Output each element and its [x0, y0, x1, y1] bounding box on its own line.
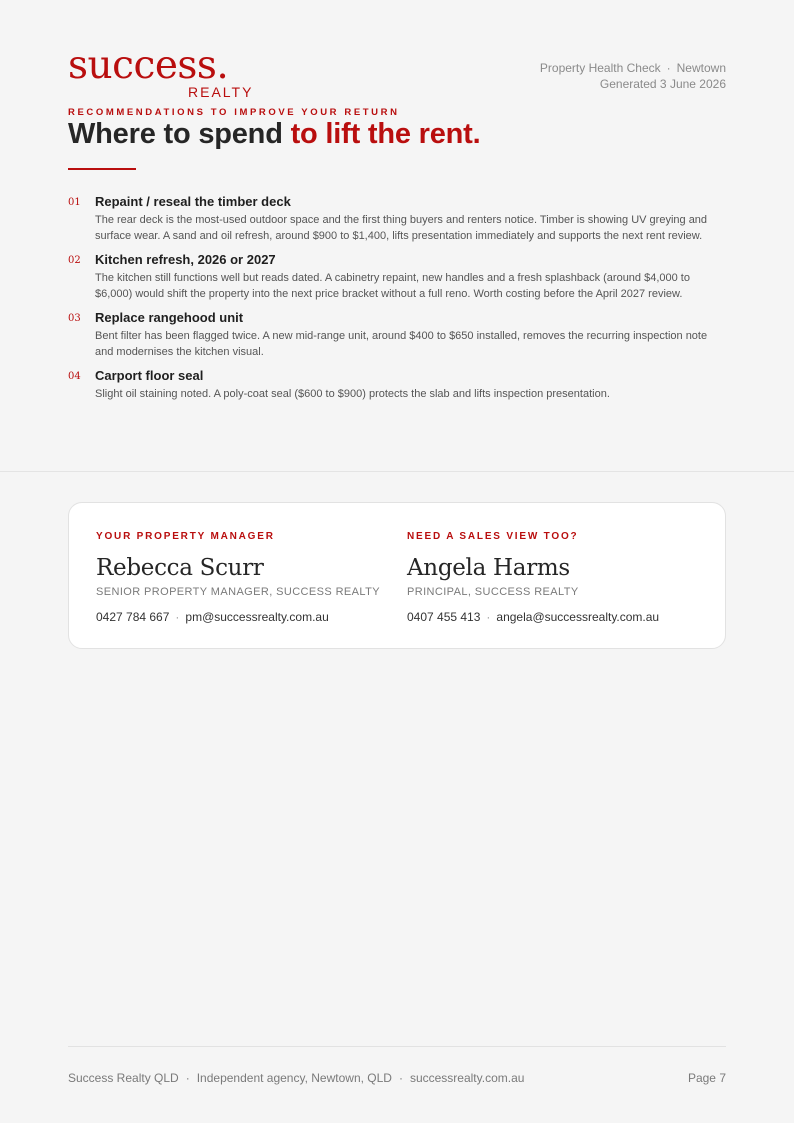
title-underline	[68, 168, 136, 170]
page-title	[68, 115, 481, 153]
contact-phone[interactable]: 0427 784 667	[96, 610, 170, 624]
contact-details	[96, 610, 396, 624]
recommendation-title: Carport floor seal	[95, 368, 204, 383]
contact-label: YOUR PROPERTY MANAGER	[96, 531, 275, 542]
contact-email[interactable]: pm@successrealty.com.au	[185, 610, 329, 624]
recommendations-list	[68, 194, 726, 411]
property-manager-contact	[96, 531, 396, 624]
footer	[68, 1071, 524, 1085]
contact-separator: ·	[175, 610, 180, 624]
recommendation-number: 04	[68, 371, 81, 382]
recommendation-body: The kitchen still functions well but reads dated. A cabinetry repaint, new handles and a fresh splashback (around $4,000 to $6,000) would shift the property into the next price bracket without a full reno. Worth costing before the April 2027 review.	[95, 272, 690, 300]
report-meta-line	[540, 60, 726, 76]
recommendation-body: The rear deck is the most-used outdoor space and the first thing buyers and renters notice. Timber is showing UV greying and surface wear. A sand and oil refresh, around $900 to $1,400, lifts presentation immediately and supports the next rent review.	[95, 214, 708, 242]
recommendation-number: 03	[68, 313, 81, 324]
page-number: Page 7	[687, 1071, 726, 1085]
title-accent: to lift the rent.	[290, 118, 481, 150]
contact-label: NEED A SALES VIEW TOO?	[407, 531, 579, 542]
recommendation-body: Slight oil staining noted. A poly-coat seal ($600 to $900) protects the slab and lifts inspection presentation.	[95, 388, 610, 400]
footer-website-link[interactable]: successrealty.com.au	[409, 1071, 525, 1085]
brand-logo	[68, 43, 258, 100]
meta-separator: ·	[666, 61, 671, 75]
contact-separator: ·	[486, 610, 491, 624]
footer-company: Success Realty QLD	[68, 1071, 179, 1085]
contact-details	[407, 610, 707, 624]
recommendation-item	[68, 194, 726, 244]
section-eyebrow: RECOMMENDATIONS TO IMPROVE YOUR RETURN	[68, 107, 400, 118]
title-main: Where to spend	[68, 118, 291, 150]
report-suburb: Newtown	[676, 61, 726, 75]
recommendation-title: Kitchen refresh, 2026 or 2027	[95, 252, 276, 267]
contact-role: PRINCIPAL, SUCCESS REALTY	[407, 586, 579, 598]
recommendation-number: 01	[68, 197, 81, 208]
footer-tagline: Independent agency, Newtown, QLD	[196, 1071, 392, 1085]
contacts-card	[68, 502, 726, 649]
recommendation-item	[68, 368, 726, 403]
contact-name: Rebecca Scurr	[96, 555, 264, 581]
recommendation-number: 02	[68, 255, 81, 266]
logo-wordmark: success.	[68, 43, 229, 88]
recommendation-title: Repaint / reseal the timber deck	[95, 194, 291, 209]
contact-name: Angela Harms	[407, 555, 570, 581]
footer-rule	[68, 1046, 726, 1047]
contact-phone[interactable]: 0407 455 413	[407, 610, 481, 624]
logo-subtitle: REALTY	[188, 84, 254, 100]
contact-role: SENIOR PROPERTY MANAGER, SUCCESS REALTY	[96, 586, 380, 598]
recommendation-title: Replace rangehood unit	[95, 310, 244, 325]
report-name: Property Health Check	[539, 61, 661, 75]
recommendation-body: Bent filter has been flagged twice. A new mid-range unit, around $400 to $650 installed, removes the recurring inspection note and modernises the kitchen visual.	[95, 330, 708, 358]
recommendation-item	[68, 310, 726, 360]
generated-date: Generated 3 June 2026	[599, 77, 726, 91]
footer-separator: ·	[185, 1071, 190, 1085]
footer-separator: ·	[398, 1071, 403, 1085]
report-meta	[540, 60, 726, 92]
sales-contact	[407, 531, 707, 624]
contact-email[interactable]: angela@successrealty.com.au	[496, 610, 660, 624]
recommendation-item	[68, 252, 726, 302]
section-divider	[0, 471, 794, 472]
